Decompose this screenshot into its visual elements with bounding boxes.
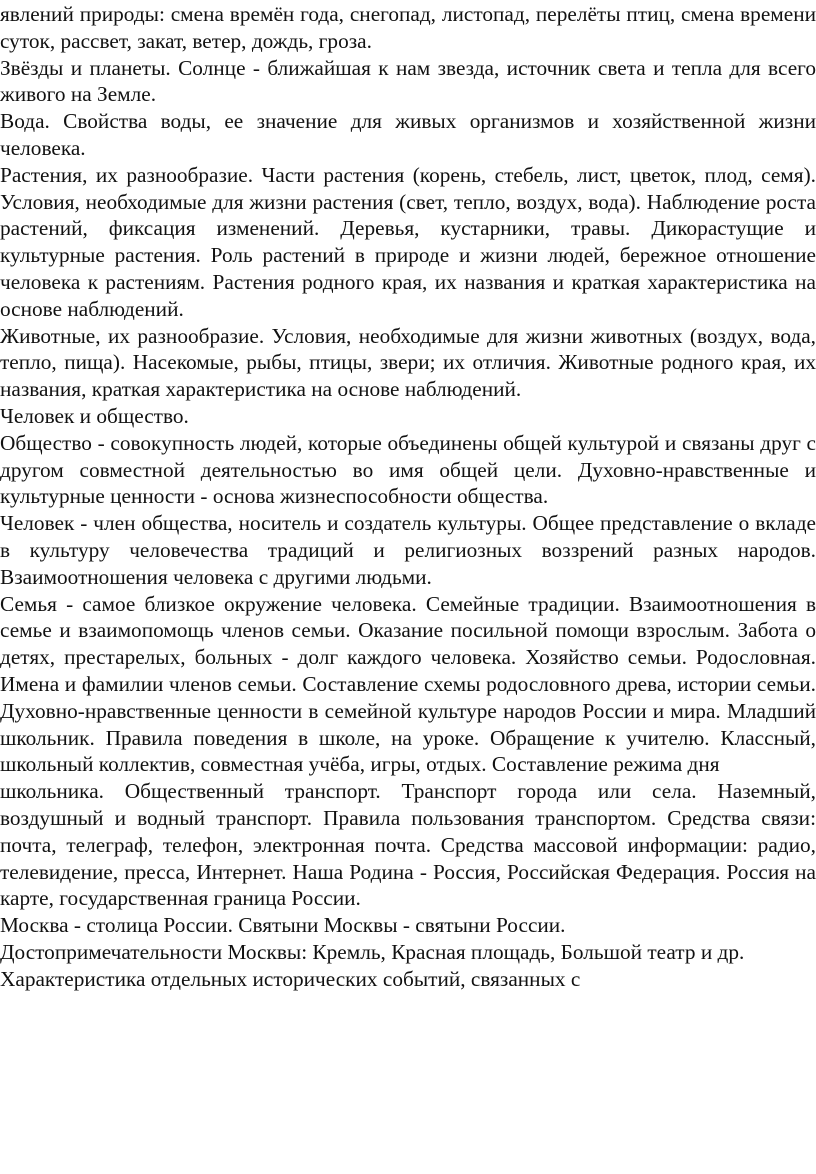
- paragraph-family: Семья - самое близкое окружение человека. Семейные традиции. Взаимоотношения в семье и взаимопомощь членов семьи. Оказание посильной помощи взрослым. Забота о детях, престарелых, больных - долг каждого человека. Хозяйство семьи. Родословная. Имена и фамилии членов семьи. Составление схемы родословного древа, истории семьи. Духовно-нравственные ценности в семейной культуре народов России и мира. Младший школьник. Правила поведения в школе, на уроке. Обращение к учителю. Классный, школьный коллектив, совместная учёба, игры, отдых. Составление режима дня: [0, 591, 816, 777]
- paragraph-moscow-sights: Достопримечательности Москвы: Кремль, Красная площадь, Большой театр и др. Характеристика отдельных исторических событий, связанных с: [0, 939, 745, 991]
- paragraph-stars-planets: Звёзды и планеты. Солнце - ближайшая к нам звезда, источник света и тепла для всего живого на Земле.: [0, 55, 816, 107]
- paragraph-animals: Животные, их разнообразие. Условия, необходимые для жизни животных (воздух, вода, тепло, пища). Насекомые, рыбы, птицы, звери; их отличия. Животные родного края, их названия, краткая характеристика на основе наблюдений.: [0, 323, 816, 402]
- section-heading-human-society: Человек и общество.: [0, 403, 189, 428]
- paragraph-moscow: Москва - столица России. Святыни Москвы - святыни России.: [0, 913, 566, 938]
- paragraph-society: Общество - совокупность людей, которые объединены общей культурой и связаны друг с другом совместной деятельностью во имя общей цели. Духовно-нравственные и культурные ценности - основа жизнеспособности общества.: [0, 430, 816, 509]
- paragraph-human: Человек - член общества, носитель и создатель культуры. Общее представление о вкладе в культуру человечества традиций и религиозных воззрений разных народов. Взаимоотношения человека с другими людьми.: [0, 511, 816, 589]
- paragraph-plants: Растения, их разнообразие. Части растения (корень, стебель, лист, цветок, плод, семя). Условия, необходимые для жизни растения (свет, тепло, воздух, вода). Наблюдение роста растений, фиксация изменений. Деревья, кустарники, травы. Дикорастущие и культурные растения. Роль растений в природе и жизни людей, бережное отношение человека к растениям. Растения родного края, их названия и краткая характеристика на основе наблюдений.: [0, 162, 816, 321]
- paragraph-water: Вода. Свойства воды, ее значение для живых организмов и хозяйственной жизни человека.: [0, 109, 816, 160]
- paragraph-transport: школьника. Общественный транспорт. Транспорт города или села. Наземный, воздушный и водный транспорт. Правила пользования транспортом. Средства связи: почта, телеграф, телефон, электронная почта. Средства массовой информации: радио, телевидение, пресса, Интернет. Наша Родина - Россия, Российская Федерация. Россия на карте, государственная граница России.: [0, 779, 816, 911]
- paragraph-natural-phenomena: явлений природы: смена времён года, снегопад, листопад, перелёты птиц, смена времени суток, рассвет, закат, ветер, дождь, гроза.: [0, 2, 816, 53]
